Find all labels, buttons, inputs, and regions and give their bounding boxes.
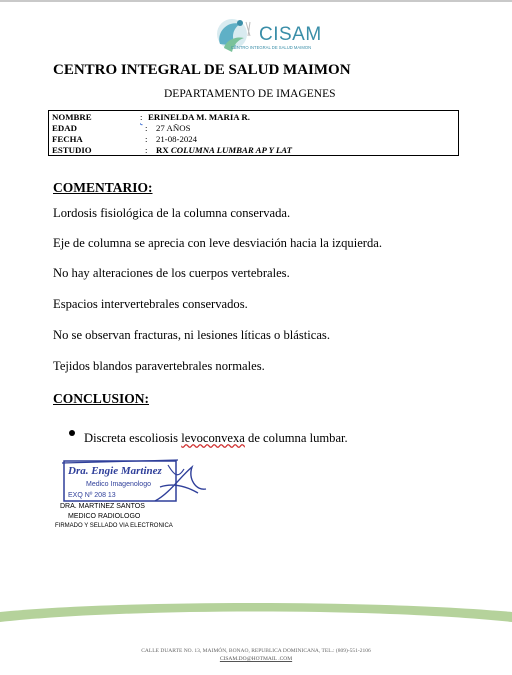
conclusion-bullet-text	[84, 431, 348, 446]
info-value-edad: 27 AÑOS	[156, 123, 191, 133]
info-value-estudio	[156, 145, 292, 155]
signature-stamp-icon	[60, 457, 210, 507]
estudio-name: COLUMNA LUMBAR AP Y LAT	[170, 145, 292, 155]
footer-address: CALLE DUARTE NO. 13, MAIMÓN, BONAO, REPUBLICA DOMINICANA, TEL.: (809)-551-2106	[141, 648, 371, 654]
comentario-paragraph: Lordosis fisiológica de la columna conservada.	[53, 206, 291, 220]
logo-text: CISAM	[259, 24, 322, 45]
conclusion-text-before: Discreta escoliosis	[84, 431, 182, 445]
stamp-role-text: Medico Imagenologo	[86, 481, 151, 488]
logo-subtitle: CENTRO INTEGRAL DE SALUD MAIMON	[231, 45, 312, 50]
stamp-exq-text: EXQ Nº 208 13	[68, 492, 116, 499]
info-separator: :	[140, 112, 143, 122]
signature-title: MEDICO RADIOLOGO	[68, 513, 141, 520]
comentario-paragraph: Eje de columna se aprecia con leve desviación hacia la izquierda.	[53, 236, 383, 250]
info-label: FECHA	[52, 134, 83, 144]
center-title: CENTRO INTEGRAL DE SALUD MAIMON	[53, 62, 351, 78]
conclusion-heading: CONCLUSION:	[53, 391, 150, 406]
comentario-paragraph: Espacios intervertebrales conservados.	[53, 297, 248, 311]
info-label: ESTUDIO	[52, 145, 92, 155]
info-value-fecha: 21-08-2024	[156, 134, 198, 144]
department-title: DEPARTAMENTO DE IMAGENES	[164, 88, 336, 100]
top-border	[0, 0, 512, 2]
conclusion-text-flagged: levoconvexa	[181, 431, 245, 445]
stamp-name-text: Dra. Engie Martinez	[68, 465, 162, 477]
comentario-paragraph: Tejidos blandos paravertebrales normales.	[53, 359, 265, 373]
info-value-nombre: ERINELDA M. MARIA R.	[148, 112, 250, 122]
signature-note: FIRMADO Y SELLADO VIA ELECTRONICA	[55, 523, 173, 529]
info-separator: :	[145, 134, 148, 144]
comentario-paragraph: No hay alteraciones de los cuerpos vertebrales.	[53, 266, 290, 280]
bullet-dot-icon	[69, 430, 75, 436]
signature-name: DRA. MARTINEZ SANTOS	[60, 503, 145, 510]
estudio-prefix: RX	[156, 145, 169, 155]
comentario-heading: COMENTARIO:	[53, 180, 153, 195]
comentario-paragraph: No se observan fracturas, ni lesiones líticas o blásticas.	[53, 328, 330, 342]
footer-wave-decoration	[0, 602, 512, 675]
info-label: NOMBRE	[52, 112, 92, 122]
info-separator: :	[145, 123, 148, 133]
footer-email[interactable]: CISAM.DO@HOTMAIL .COM	[219, 656, 293, 662]
info-label: EDAD	[52, 123, 77, 133]
info-separator: :	[145, 145, 148, 155]
patient-info-box	[48, 110, 459, 156]
footer-email-line	[0, 656, 512, 662]
conclusion-text-after: de columna lumbar.	[244, 431, 348, 445]
